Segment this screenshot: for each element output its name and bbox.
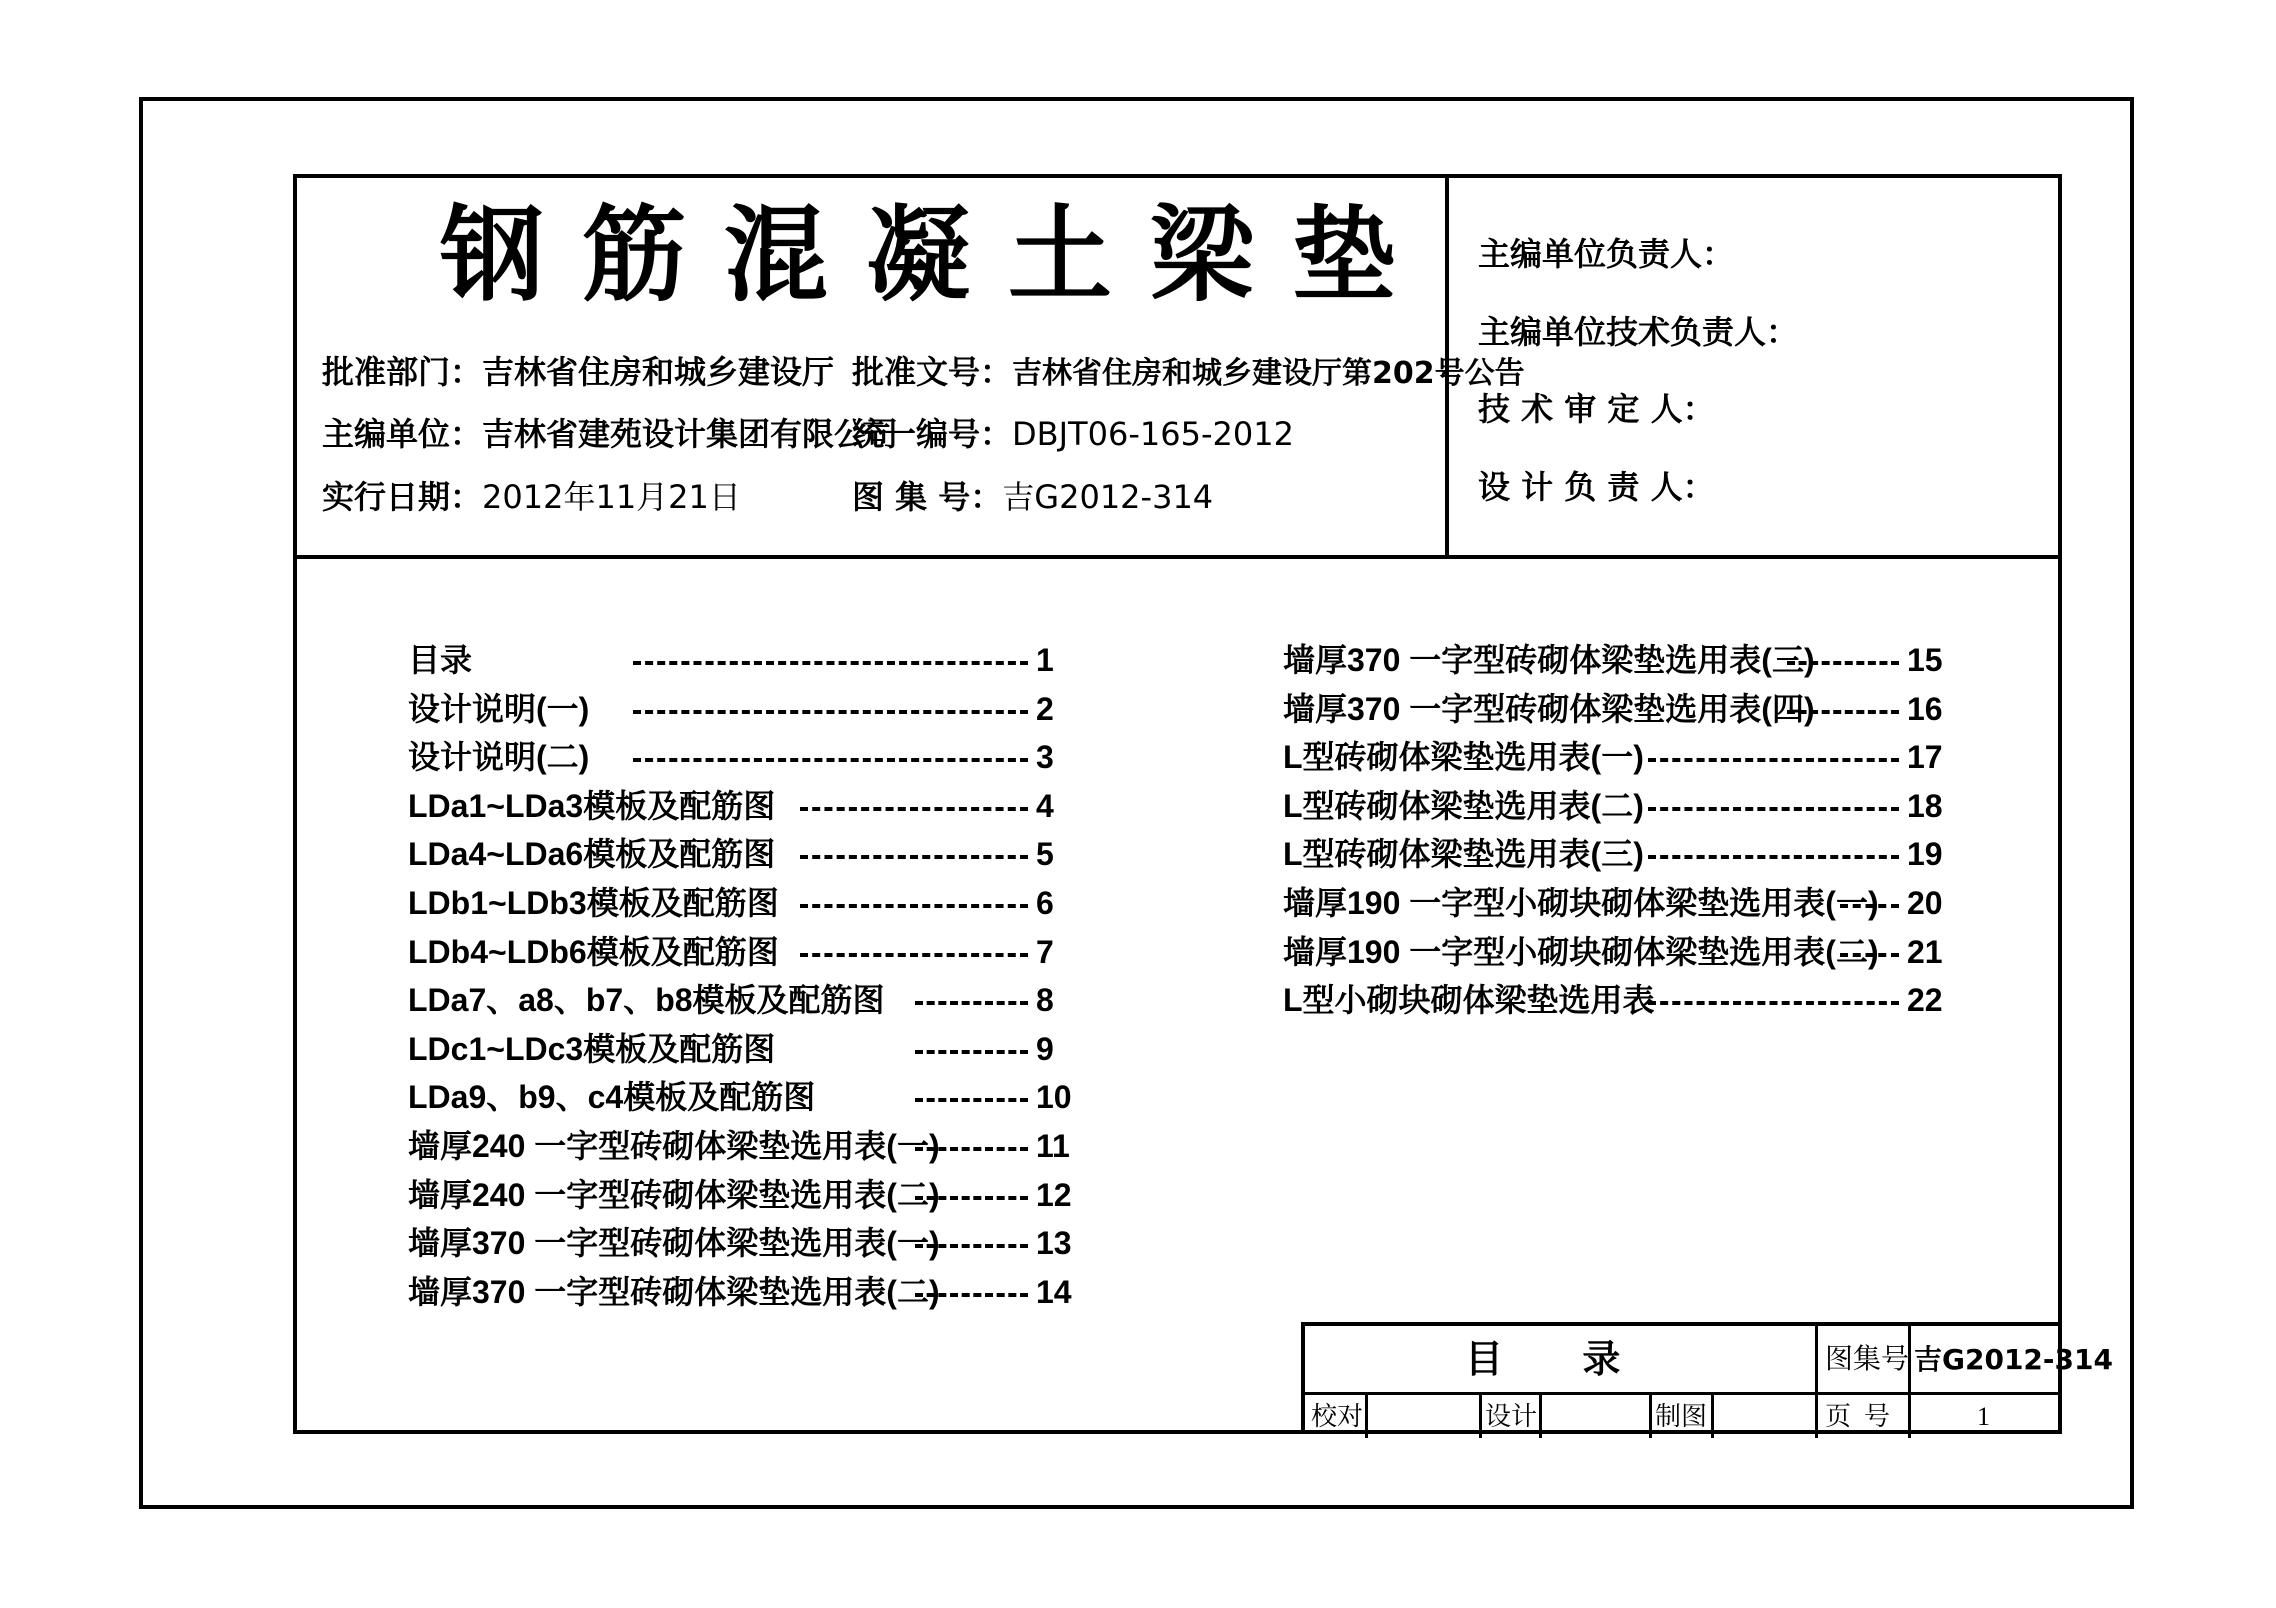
- title-block-draw-label: 制图: [1655, 1402, 1708, 1431]
- approval-dept-value: 吉林省住房和城乡建设厅: [482, 353, 835, 391]
- atlas-no-label: 图 集 号：: [852, 478, 1003, 516]
- toc-leader-line: [1840, 953, 1899, 957]
- title-block-page-value: 1: [1977, 1402, 1990, 1431]
- toc-entry-page: 5: [1036, 836, 1054, 873]
- title-block-page-label: 页 号: [1825, 1402, 1891, 1431]
- title-block: [1301, 1322, 2113, 1434]
- toc-leader-line: [633, 758, 1028, 762]
- toc-leader-line: [633, 710, 1028, 714]
- title-block-check-label: 校对: [1311, 1402, 1364, 1431]
- toc-entry-title: 墙厚370 一字型砖砌体梁垫选用表(一): [408, 1225, 940, 1262]
- approval-dept-label: 批准部门：: [322, 353, 483, 391]
- approval-doc: [852, 353, 1525, 391]
- title-block-atlas-label: 图集号: [1825, 1344, 1910, 1375]
- unified-no-value: DBJT06-165-2012: [1012, 415, 1294, 453]
- title-block-vline: [1815, 1326, 1818, 1438]
- toc-entry-title: LDb1~LDb3模板及配筋图: [408, 885, 779, 921]
- unified-no-label: 统一编号：: [852, 415, 1013, 453]
- toc-entry-page: 2: [1036, 690, 1054, 727]
- toc-entry-page: 8: [1036, 982, 1054, 1019]
- toc-entry-page: 4: [1036, 787, 1054, 824]
- toc-leader-line: [1648, 758, 1899, 762]
- toc-entry-page: 14: [1036, 1273, 1072, 1310]
- toc-entry-title: L型砖砌体梁垫选用表(一): [1283, 739, 1644, 776]
- effective-label: 实行日期：: [322, 478, 483, 516]
- toc-entry-title: L型砖砌体梁垫选用表(三): [1283, 836, 1644, 873]
- unified-number: [852, 415, 1294, 453]
- toc-entry-title: L型小砌块砌体梁垫选用表: [1283, 982, 1655, 1019]
- toc-entry-page: 3: [1036, 739, 1054, 776]
- toc-leader-line: [1648, 807, 1899, 811]
- title-block-vline: [1711, 1392, 1714, 1438]
- toc-leader-line: [1787, 710, 1899, 714]
- toc-entry-title: 墙厚370 一字型砖砌体梁垫选用表(三): [1283, 642, 1815, 678]
- title-block-vline: [1365, 1392, 1368, 1438]
- toc-entry-page: 19: [1907, 836, 1943, 873]
- toc-entry-title: 目录: [408, 642, 473, 678]
- toc-leader-line: [915, 1147, 1028, 1151]
- toc-leader-line: [1648, 1001, 1899, 1005]
- title-block-atlas-value: 吉G2012-314: [1914, 1343, 2113, 1376]
- toc-entry-title: LDa4~LDa6模板及配筋图: [408, 836, 776, 873]
- toc-entry-page: 9: [1036, 1030, 1054, 1067]
- toc-entry-page: 11: [1036, 1128, 1070, 1164]
- toc-entry-title: 墙厚190 一字型小砌块砌体梁垫选用表(二): [1283, 933, 1879, 970]
- title-block-vline: [1649, 1392, 1652, 1438]
- approval-doc-value: 吉林省住房和城乡建设厅第202号公告: [1012, 356, 1525, 391]
- atlas-no-value: 吉G2012-314: [1002, 478, 1214, 516]
- toc-entry-page: 21: [1907, 933, 1943, 970]
- toc-leader-line: [915, 1196, 1028, 1200]
- toc-entry-page: 7: [1036, 933, 1054, 970]
- toc-entry-title: 设计说明(二): [408, 739, 590, 776]
- toc-entry-page: 16: [1907, 690, 1943, 727]
- toc-entry-title: 墙厚240 一字型砖砌体梁垫选用表(一): [408, 1128, 940, 1164]
- toc-leader-line: [915, 1098, 1028, 1102]
- toc-entry-title: LDa7、a8、b7、b8模板及配筋图: [408, 982, 885, 1019]
- toc-entry-page: 6: [1036, 885, 1054, 921]
- toc-leader-line: [800, 807, 1028, 811]
- editor-label: 主编单位：: [322, 415, 483, 453]
- toc-entry-page: 17: [1907, 739, 1943, 776]
- toc-entry-page: 18: [1907, 787, 1943, 824]
- toc-entry-page: 15: [1907, 642, 1943, 678]
- toc-entry-page: 22: [1907, 982, 1943, 1019]
- toc-entry-title: 墙厚190 一字型小砌块砌体梁垫选用表(一): [1283, 885, 1879, 921]
- toc-leader-line: [915, 1244, 1028, 1248]
- toc-entry-title: 墙厚240 一字型砖砌体梁垫选用表(二): [408, 1176, 940, 1213]
- title-block-vline: [1539, 1392, 1542, 1438]
- toc-entry-title: 墙厚370 一字型砖砌体梁垫选用表(二): [408, 1273, 940, 1310]
- toc-leader-line: [915, 1001, 1028, 1005]
- toc-entry-title: 墙厚370 一字型砖砌体梁垫选用表(四): [1283, 690, 1815, 727]
- atlas-number: [852, 478, 1214, 516]
- toc-entry-title: 设计说明(一): [408, 690, 590, 727]
- toc-entry-title: LDc1~LDc3模板及配筋图: [408, 1030, 776, 1067]
- toc-entry-page: 13: [1036, 1225, 1072, 1262]
- toc-entry-page: 12: [1036, 1176, 1072, 1213]
- title-block-vline: [1908, 1326, 1911, 1438]
- toc-leader-line: [800, 953, 1028, 957]
- header-divider: [293, 555, 2062, 559]
- approval-dept: [322, 353, 835, 391]
- title-block-divider: [1305, 1392, 2062, 1395]
- page-title: 钢筋混凝土梁垫: [440, 194, 1435, 316]
- toc-leader-line: [1648, 855, 1899, 859]
- effective-date: [322, 478, 741, 516]
- signature-reviewer: 技 术 审 定 人：: [1478, 390, 1715, 428]
- toc-entry-title: LDb4~LDb6模板及配筋图: [408, 933, 779, 970]
- approval-doc-label: 批准文号：: [852, 353, 1013, 391]
- signature-chief-unit: 主编单位负责人：: [1478, 235, 1735, 273]
- title-block-vline: [1479, 1392, 1482, 1438]
- toc-leader-line: [800, 855, 1028, 859]
- editor-unit: [322, 415, 899, 453]
- editor-value: 吉林省建苑设计集团有限公司: [482, 415, 899, 453]
- toc-leader-line: [915, 1293, 1028, 1297]
- toc-leader-line: [800, 904, 1028, 908]
- toc-entry-title: L型砖砌体梁垫选用表(二): [1283, 787, 1644, 824]
- toc-entry-title: LDa1~LDa3模板及配筋图: [408, 787, 776, 824]
- signature-technical-chief: 主编单位技术负责人：: [1478, 313, 1799, 351]
- toc-entry-title: LDa9、b9、c4模板及配筋图: [408, 1079, 816, 1116]
- title-block-name: 目 录: [1465, 1337, 1621, 1381]
- toc-entry-page: 1: [1036, 642, 1054, 678]
- toc-leader-line: [1787, 661, 1899, 665]
- toc-entry-page: 10: [1036, 1079, 1072, 1116]
- toc-leader-line: [633, 661, 1028, 665]
- signature-design-lead: 设 计 负 责 人：: [1478, 468, 1715, 506]
- toc-entry-page: 20: [1907, 885, 1943, 921]
- toc-leader-line: [1840, 904, 1899, 908]
- toc-leader-line: [915, 1050, 1028, 1054]
- effective-value: 2012年11月21日: [482, 478, 741, 516]
- title-block-design-label: 设计: [1485, 1402, 1538, 1431]
